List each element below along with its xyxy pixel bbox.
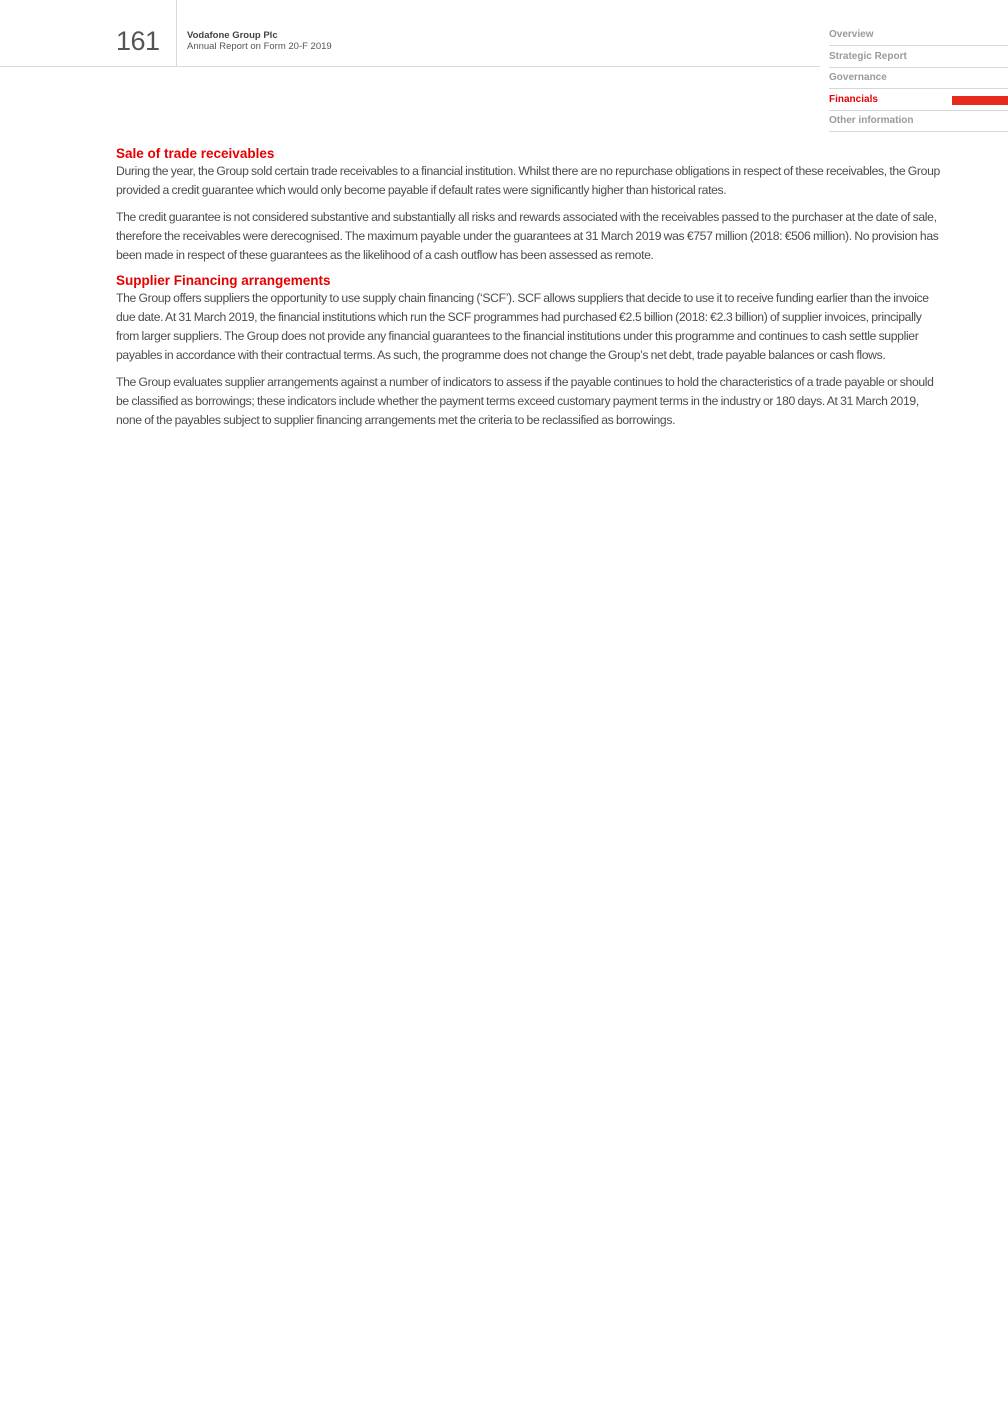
company-name: Vodafone Group Plc xyxy=(187,30,278,41)
page-number: 161 xyxy=(116,26,160,56)
document-identity xyxy=(187,30,332,52)
nav-item-label: Strategic Report xyxy=(829,50,907,62)
section-heading: Sale of trade receivables xyxy=(116,146,275,161)
section-navigation xyxy=(829,25,1008,133)
paragraph: The credit guarantee is not considered substantive and substantially all risks and rewards associated with the receivables passed to the purchaser at the date of sale, therefore the receivables were derecognised. The maximum payable under the guarantees at 31 March 2019 was €757 million (2018: €506 million). No provision has been made in respect of these guarantees as the likelihood of a cash outflow has been assessed as remote. xyxy=(116,210,939,262)
nav-item-financials[interactable] xyxy=(829,90,1008,111)
active-section-indicator xyxy=(952,96,1008,105)
nav-item-label: Financials xyxy=(829,93,878,105)
nav-item-label: Overview xyxy=(829,29,874,40)
nav-item-label: Other information xyxy=(829,115,914,126)
report-title: Annual Report on Form 20-F 2019 xyxy=(187,41,332,52)
nav-item-overview[interactable] xyxy=(829,25,1008,46)
paragraph: The Group evaluates supplier arrangements against a number of indicators to assess if the payable continues to hold the characteristics of a trade payable or should be classified as borrowings; these indicators include whether the payment terms exceed customary payment terms in the industry or 180 days. At 31 March 2019, none of the payables subject to supplier financing arrangements met the criteria to be reclassified as borrowings. xyxy=(116,375,934,427)
nav-item-label: Governance xyxy=(829,72,887,83)
nav-item-governance[interactable] xyxy=(829,68,1008,89)
paragraph: During the year, the Group sold certain trade receivables to a financial institution. Whilst there are no repurchase obligations in respect of these receivables, the Group provided a credit guarantee which would only become payable if default rates were significantly higher than historical rates. xyxy=(116,164,940,197)
section-heading: Supplier Financing arrangements xyxy=(116,273,331,288)
nav-item-strategic-report[interactable] xyxy=(829,47,1008,68)
page-content xyxy=(116,146,946,438)
paragraph: The Group offers suppliers the opportunity to use supply chain financing (‘SCF’). SCF allows suppliers that decide to use it to receive funding earlier than the invoice due date. At 31 March 2019, the financial institutions which run the SCF programmes had purchased €2.5 billion (2018: €2.3 billion) of supplier invoices, principally from larger suppliers. The Group does not provide any financial guarantees to the financial institutions under this programme and continues to cash settle supplier payables in accordance with their contractual terms. As such, the programme does not change the Group’s net debt, trade payable balances or cash flows. xyxy=(116,291,929,362)
header-divider xyxy=(176,0,177,67)
nav-item-other-information[interactable] xyxy=(829,111,1008,132)
header-rule xyxy=(0,66,820,67)
section-sale-of-trade-receivables xyxy=(116,146,946,265)
section-supplier-financing xyxy=(116,273,946,430)
